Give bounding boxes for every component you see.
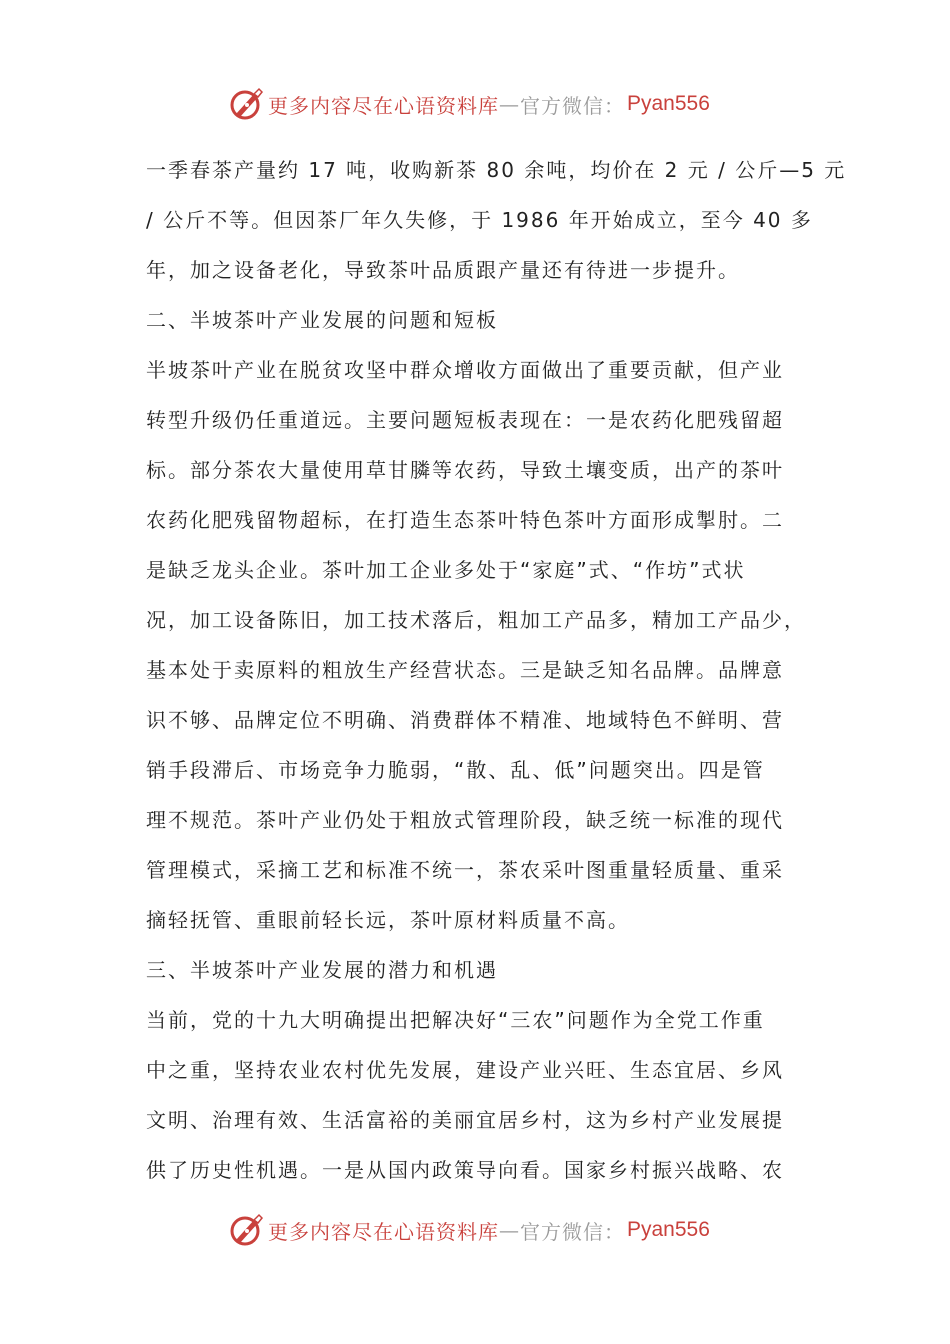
text-line: 当前，党的十九大明确提出把解决好“三农”问题作为全党工作重 xyxy=(146,1008,765,1032)
text-line: 供了历史性机遇。一是从国内政策导向看。国家乡村振兴战略、农 xyxy=(146,1158,784,1182)
watermark-wechat-label: 官方微信： xyxy=(520,1219,625,1244)
watermark-wechat-label: 官方微信： xyxy=(520,93,625,118)
text-line: 一季春茶产量约 17 吨，收购新茶 80 余吨，均价在 2 元 / 公斤—5 元 xyxy=(146,158,847,182)
text-line: 摘轻抚管、重眼前轻长远，茶叶原材料质量不高。 xyxy=(146,908,630,932)
watermark-wechat-id: Pyan556 xyxy=(627,92,710,115)
watermark-site-text: 更多内容尽在心语资料库 xyxy=(268,93,499,118)
text-line: 理不规范。茶叶产业仍处于粗放式管理阶段，缺乏统一标准的现代 xyxy=(146,808,784,832)
text-line: 农药化肥残留物超标，在打造生态茶叶特色茶叶方面形成掣肘。二 xyxy=(146,508,784,532)
text-line: 标。部分茶农大量使用草甘膦等农药，导致土壤变质，出产的茶叶 xyxy=(146,458,784,482)
text-line: 年，加之设备老化，导致茶叶品质跟产量还有待进一步提升。 xyxy=(146,258,740,282)
text-line: 半坡茶叶产业在脱贫攻坚中群众增收方面做出了重要贡献，但产业 xyxy=(146,358,784,382)
text-line: 销手段滞后、市场竞争力脆弱，“散、乱、低”问题突出。四是管 xyxy=(146,758,765,782)
watermark-site-text: 更多内容尽在心语资料库 xyxy=(268,1219,499,1244)
header-watermark xyxy=(228,84,748,124)
text-line: 况，加工设备陈旧，加工技术落后，粗加工产品多，精加工产品少， xyxy=(146,608,806,632)
watermark-dash: — xyxy=(499,1218,520,1242)
section-heading: 三、半坡茶叶产业发展的潜力和机遇 xyxy=(146,958,498,982)
document-body xyxy=(146,145,847,1195)
text-line: 基本处于卖原料的粗放生产经营状态。三是缺乏知名品牌。品牌意 xyxy=(146,658,784,682)
watermark-dash: — xyxy=(499,92,520,116)
watermark-wechat-id: Pyan556 xyxy=(627,1218,710,1241)
text-line: 转型升级仍任重道远。主要问题短板表现在：一是农药化肥残留超 xyxy=(146,408,784,432)
pen-logo-icon xyxy=(228,1212,264,1248)
text-line: / 公斤不等。但因茶厂年久失修，于 1986 年开始成立，至今 40 多 xyxy=(146,208,813,232)
text-line: 中之重，坚持农业农村优先发展，建设产业兴旺、生态宜居、乡风 xyxy=(146,1058,784,1082)
pen-logo-icon xyxy=(228,86,264,122)
section-heading: 二、半坡茶叶产业发展的问题和短板 xyxy=(146,308,498,332)
text-line: 管理模式，采摘工艺和标准不统一，茶农采叶图重量轻质量、重采 xyxy=(146,858,784,882)
footer-watermark xyxy=(228,1210,748,1250)
text-line: 是缺乏龙头企业。茶叶加工企业多处于“家庭”式、“作坊”式状 xyxy=(146,558,746,582)
text-line: 识不够、品牌定位不明确、消费群体不精准、地域特色不鲜明、营 xyxy=(146,708,784,732)
text-line: 文明、治理有效、生活富裕的美丽宜居乡村，这为乡村产业发展提 xyxy=(146,1108,784,1132)
